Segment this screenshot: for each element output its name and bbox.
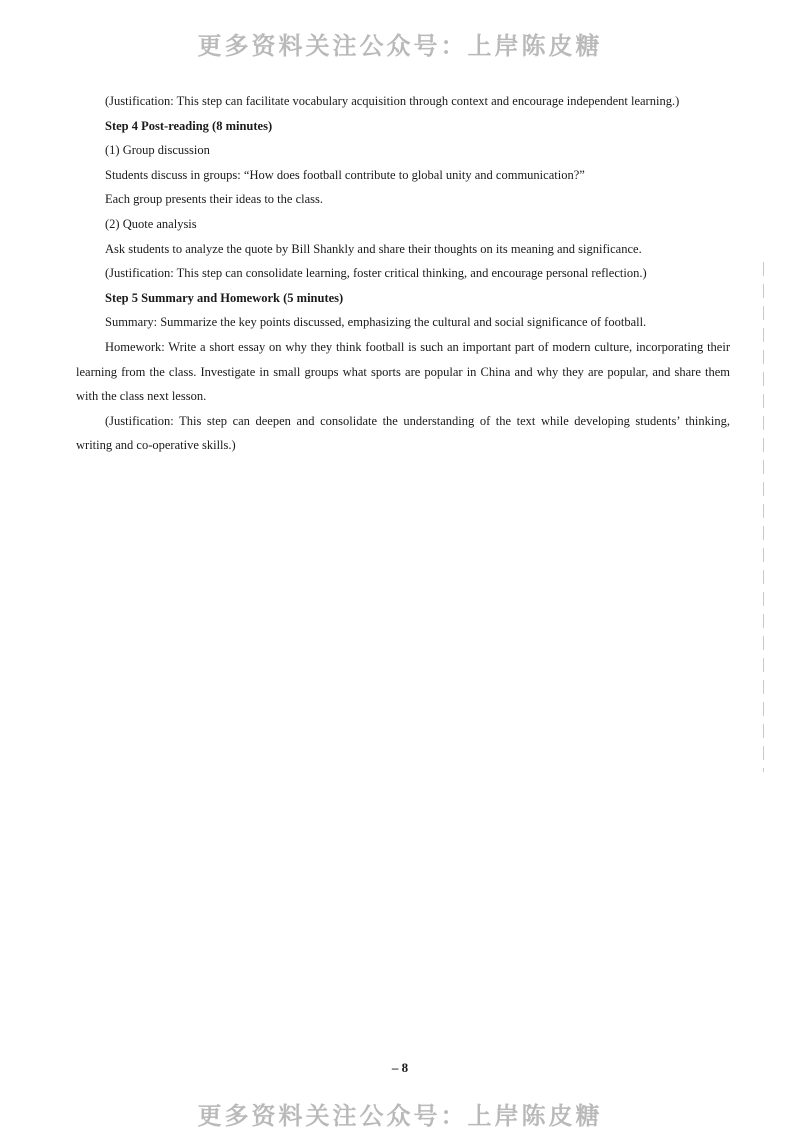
watermark-top: 更多资料关注公众号：上岸陈皮糖 <box>197 32 603 60</box>
paragraph-discussion-question: Students discuss in groups: “How does football contribute to global unity and communication?” <box>105 167 585 182</box>
paragraph-quote-task: Ask students to analyze the quote by Bill Shankly and share their thoughts on its meaning and significance. <box>105 241 642 256</box>
heading-step-4: Step 4 Post-reading (8 minutes) <box>105 118 273 133</box>
paragraph-homework: Homework: Write a short essay on why they think football is such an important part of modern culture, incorporating their learning from the class. Investigate in small groups what sports are popular in China and why they are popular, and share them with the class next lesson. <box>76 339 730 404</box>
paragraph-justification-3: (Justification: This step can deepen and consolidate the understanding of the text while developing students’ thinking, writing and co-operative skills.) <box>76 413 730 453</box>
paragraph-justification-2: (Justification: This step can consolidate learning, foster critical thinking, and encourage personal reflection.) <box>105 266 647 281</box>
watermark-bottom: 更多资料关注公众号：上岸陈皮糖 <box>197 1102 603 1130</box>
paragraph-group-presents: Each group presents their ideas to the class. <box>105 192 323 207</box>
scan-edge-line <box>763 262 764 772</box>
heading-step-5: Step 5 Summary and Homework (5 minutes) <box>105 290 344 305</box>
paragraph-group-discussion: (1) Group discussion <box>105 143 210 158</box>
paragraph-quote-analysis: (2) Quote analysis <box>105 216 197 231</box>
page-number: – 8 <box>391 1060 409 1075</box>
paragraph-justification-1: (Justification: This step can facilitate vocabulary acquisition through context and encourage independent learning.) <box>105 94 680 108</box>
paragraph-summary: Summary: Summarize the key points discussed, emphasizing the cultural and social significance of football. <box>105 315 647 330</box>
document-body <box>76 89 730 458</box>
